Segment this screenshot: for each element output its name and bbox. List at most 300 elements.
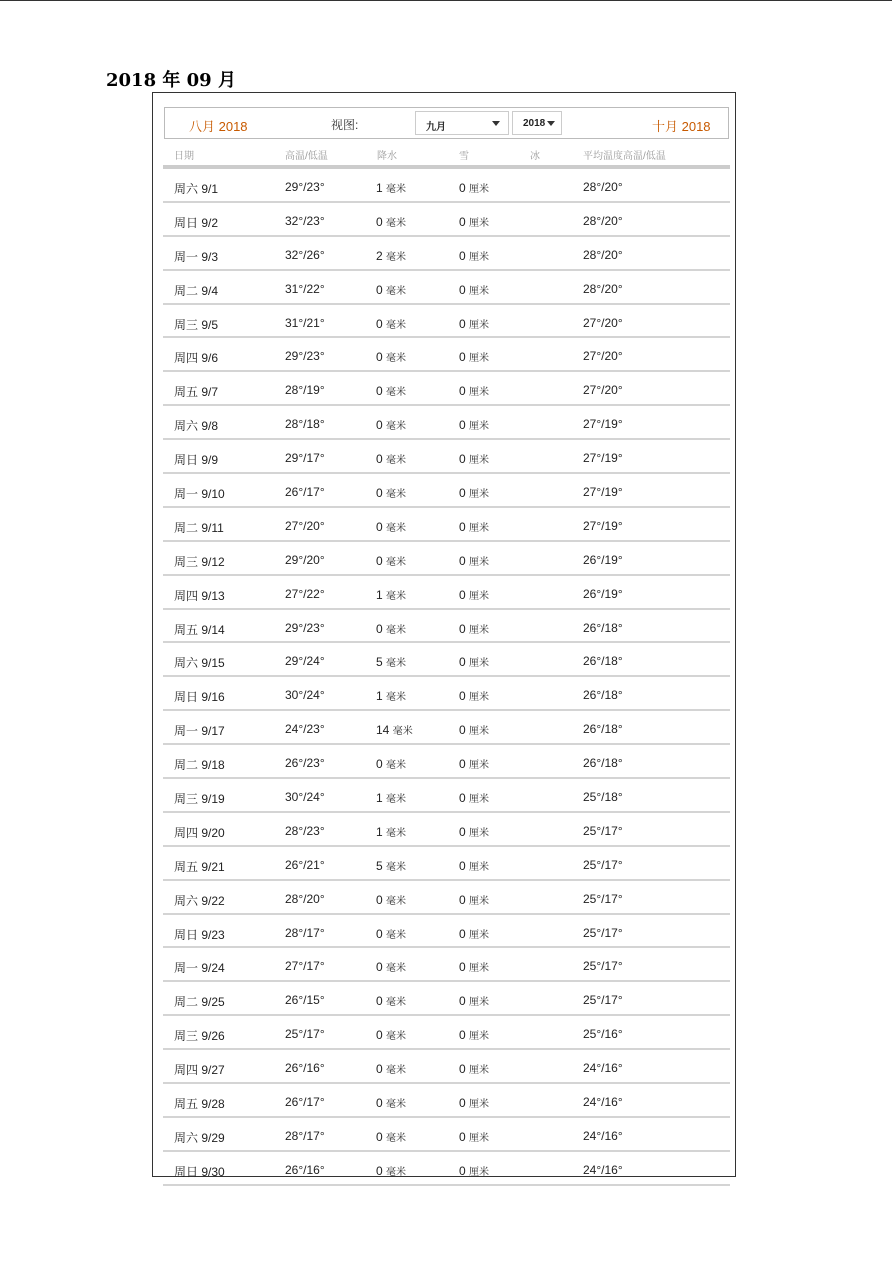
cell-rain-unit: 毫米 bbox=[386, 794, 407, 806]
cell-rain-value: 0 bbox=[376, 214, 383, 229]
cell-temps bbox=[285, 383, 325, 397]
cell-date bbox=[174, 654, 225, 671]
cell-rain-value: 5 bbox=[376, 858, 383, 873]
top-rule bbox=[0, 0, 892, 1]
cell-date-value: 周四 9/6 bbox=[174, 351, 219, 366]
cell-rain-value: 0 bbox=[376, 384, 383, 399]
cell-avg-value: 28°/20° bbox=[583, 213, 623, 228]
cell-rain-value: 0 bbox=[376, 519, 383, 534]
table-row bbox=[163, 1152, 730, 1186]
cell-snow bbox=[459, 790, 489, 805]
cell-avg-value: 27°/20° bbox=[583, 383, 623, 398]
cell-temps bbox=[285, 587, 325, 601]
cell-rain-unit: 毫米 bbox=[386, 997, 407, 1009]
cell-snow-value: 0 bbox=[459, 723, 466, 738]
cell-rain-value: 0 bbox=[376, 892, 383, 907]
cell-avg bbox=[583, 417, 623, 431]
cell-snow-value: 0 bbox=[459, 282, 466, 297]
cell-date bbox=[174, 248, 218, 265]
cell-date bbox=[174, 214, 218, 231]
cell-temps-value: 32°/26° bbox=[285, 247, 325, 262]
cell-date bbox=[174, 417, 218, 434]
cell-snow-unit: 厘米 bbox=[469, 827, 490, 839]
cell-temps bbox=[285, 248, 325, 262]
column-header-ice: 冰 bbox=[530, 151, 540, 162]
cell-snow bbox=[459, 892, 489, 907]
cell-avg bbox=[583, 485, 623, 499]
cell-temps-value: 27°/22° bbox=[285, 586, 325, 601]
cell-snow-unit: 厘米 bbox=[469, 184, 490, 195]
cell-rain-unit: 毫米 bbox=[386, 421, 407, 433]
cell-date bbox=[174, 892, 225, 909]
cell-date bbox=[174, 621, 225, 638]
cell-rain-value: 1 bbox=[376, 791, 383, 806]
cell-avg-value: 24°/16° bbox=[583, 1128, 623, 1143]
cell-rain-value: 0 bbox=[376, 621, 383, 636]
table-row bbox=[163, 982, 730, 1016]
cell-avg bbox=[583, 959, 623, 973]
cell-temps bbox=[285, 282, 325, 296]
cell-date-value: 周一 9/3 bbox=[174, 249, 219, 264]
cell-snow-unit: 厘米 bbox=[469, 861, 490, 873]
cell-temps-value: 25°/17° bbox=[285, 1027, 325, 1042]
cell-snow-unit: 厘米 bbox=[469, 1132, 490, 1144]
cell-snow-value: 0 bbox=[459, 519, 466, 534]
cell-avg-value: 27°/20° bbox=[583, 349, 623, 364]
cell-snow-unit: 厘米 bbox=[469, 895, 490, 907]
cell-temps bbox=[285, 214, 325, 228]
cell-snow bbox=[459, 214, 489, 229]
cell-snow bbox=[459, 248, 489, 263]
cell-temps bbox=[285, 892, 325, 906]
cell-snow bbox=[459, 349, 489, 364]
cell-snow-value: 0 bbox=[459, 1062, 466, 1077]
cell-snow-value: 0 bbox=[459, 892, 466, 907]
cell-date-value: 周六 9/22 bbox=[174, 893, 225, 908]
cell-rain-unit: 毫米 bbox=[386, 489, 407, 501]
cell-snow-unit: 厘米 bbox=[469, 794, 490, 806]
page-title: 2018 年 09 月 bbox=[106, 70, 236, 91]
cell-snow-unit: 厘米 bbox=[469, 217, 490, 229]
cell-avg bbox=[583, 451, 623, 465]
cell-date bbox=[174, 1061, 225, 1078]
cell-rain-value: 0 bbox=[376, 1062, 383, 1077]
cell-rain-value: 0 bbox=[376, 452, 383, 467]
cell-temps-value: 28°/17° bbox=[285, 925, 325, 940]
cell-rain-unit: 毫米 bbox=[386, 760, 407, 772]
month-select-value: 九月 bbox=[426, 122, 446, 133]
cell-snow bbox=[459, 1163, 489, 1178]
month-select[interactable] bbox=[415, 111, 509, 135]
cell-rain bbox=[376, 417, 406, 432]
cell-rain-unit: 毫米 bbox=[386, 184, 407, 195]
cell-rain-unit: 毫米 bbox=[386, 895, 407, 907]
cell-snow-unit: 厘米 bbox=[469, 387, 490, 399]
chevron-down-icon bbox=[547, 121, 555, 126]
cell-rain bbox=[376, 1061, 406, 1076]
table-row bbox=[163, 474, 730, 508]
cell-avg-value: 25°/17° bbox=[583, 959, 623, 974]
cell-avg-value: 26°/18° bbox=[583, 620, 623, 635]
weather-table-body bbox=[163, 165, 730, 1186]
cell-temps bbox=[285, 824, 325, 838]
weather-calendar-panel bbox=[152, 92, 736, 1177]
table-row bbox=[163, 1118, 730, 1152]
cell-date-value: 周日 9/16 bbox=[174, 690, 225, 705]
cell-temps bbox=[285, 1163, 325, 1177]
cell-date-value: 周四 9/20 bbox=[174, 825, 225, 840]
cell-date-value: 周五 9/28 bbox=[174, 1097, 225, 1112]
cell-snow-unit: 厘米 bbox=[469, 556, 490, 568]
cell-rain-value: 0 bbox=[376, 553, 383, 568]
previous-month-link[interactable]: 八月 2018 bbox=[189, 119, 248, 134]
cell-temps-value: 26°/16° bbox=[285, 1162, 325, 1177]
cell-snow bbox=[459, 688, 489, 703]
cell-date-value: 周日 9/23 bbox=[174, 927, 225, 942]
cell-snow-unit: 厘米 bbox=[469, 760, 490, 772]
cell-temps-value: 29°/20° bbox=[285, 552, 325, 567]
cell-date-value: 周三 9/19 bbox=[174, 792, 225, 807]
cell-rain bbox=[376, 519, 406, 534]
cell-rain-value: 14 bbox=[376, 723, 390, 738]
cell-date bbox=[174, 1027, 225, 1044]
cell-date-value: 周六 9/8 bbox=[174, 419, 219, 434]
cell-rain bbox=[376, 248, 406, 263]
cell-temps bbox=[285, 417, 325, 431]
cell-rain-unit: 毫米 bbox=[386, 353, 407, 365]
cell-snow-value: 0 bbox=[459, 960, 466, 975]
cell-snow-unit: 厘米 bbox=[469, 692, 490, 704]
cell-avg bbox=[583, 519, 623, 533]
cell-rain bbox=[376, 688, 406, 703]
cell-snow bbox=[459, 1061, 489, 1076]
cell-snow-value: 0 bbox=[459, 858, 466, 873]
next-month-link[interactable]: 十月 2018 bbox=[652, 119, 711, 134]
cell-date-value: 周六 9/15 bbox=[174, 656, 225, 671]
cell-rain bbox=[376, 383, 406, 398]
table-row bbox=[163, 372, 730, 406]
cell-rain bbox=[376, 180, 406, 195]
cell-date-value: 周一 9/24 bbox=[174, 961, 225, 976]
cell-temps-value: 26°/15° bbox=[285, 993, 325, 1008]
cell-rain bbox=[376, 722, 413, 737]
cell-avg-value: 25°/17° bbox=[583, 823, 623, 838]
cell-temps bbox=[285, 316, 325, 330]
cell-snow bbox=[459, 654, 489, 669]
cell-avg-value: 26°/18° bbox=[583, 722, 623, 737]
cell-rain bbox=[376, 1129, 406, 1144]
table-row bbox=[163, 237, 730, 271]
cell-snow bbox=[459, 417, 489, 432]
column-header-average: 平均温度高温/低温 bbox=[583, 151, 666, 162]
cell-temps bbox=[285, 451, 325, 465]
cell-snow-value: 0 bbox=[459, 418, 466, 433]
cell-date-value: 周日 9/2 bbox=[174, 215, 219, 230]
cell-snow-value: 0 bbox=[459, 1096, 466, 1111]
cell-snow-unit: 厘米 bbox=[469, 963, 490, 975]
cell-avg bbox=[583, 1061, 623, 1075]
cell-snow-unit: 厘米 bbox=[469, 624, 490, 636]
cell-avg-value: 25°/18° bbox=[583, 790, 623, 805]
cell-snow-value: 0 bbox=[459, 452, 466, 467]
cell-rain-value: 0 bbox=[376, 1163, 383, 1178]
cell-rain-value: 0 bbox=[376, 418, 383, 433]
cell-date bbox=[174, 180, 218, 197]
cell-rain bbox=[376, 1027, 406, 1042]
cell-snow bbox=[459, 824, 489, 839]
cell-date bbox=[174, 722, 225, 739]
cell-date bbox=[174, 1095, 225, 1112]
cell-rain-unit: 毫米 bbox=[386, 590, 407, 602]
cell-date-value: 周日 9/9 bbox=[174, 453, 219, 468]
year-select[interactable] bbox=[512, 111, 562, 135]
cell-snow-unit: 厘米 bbox=[469, 319, 490, 331]
cell-snow bbox=[459, 485, 489, 500]
cell-snow bbox=[459, 722, 489, 737]
column-header-snow: 雪 bbox=[459, 151, 469, 162]
cell-avg bbox=[583, 790, 623, 804]
cell-date-value: 周五 9/21 bbox=[174, 859, 225, 874]
cell-snow-unit: 厘米 bbox=[469, 590, 490, 602]
cell-avg bbox=[583, 316, 623, 330]
cell-temps bbox=[285, 1061, 325, 1075]
cell-snow bbox=[459, 756, 489, 771]
cell-rain-value: 0 bbox=[376, 757, 383, 772]
cell-date bbox=[174, 383, 218, 400]
cell-temps-value: 27°/17° bbox=[285, 959, 325, 974]
table-row bbox=[163, 542, 730, 576]
table-row bbox=[163, 576, 730, 610]
cell-temps-value: 31°/21° bbox=[285, 315, 325, 330]
cell-avg-value: 26°/18° bbox=[583, 688, 623, 703]
cell-avg-value: 26°/18° bbox=[583, 654, 623, 669]
cell-snow-value: 0 bbox=[459, 350, 466, 365]
cell-rain bbox=[376, 654, 406, 669]
cell-date-value: 周日 9/30 bbox=[174, 1164, 225, 1179]
cell-rain-value: 0 bbox=[376, 316, 383, 331]
cell-date bbox=[174, 993, 225, 1010]
cell-avg bbox=[583, 1095, 623, 1109]
table-row bbox=[163, 847, 730, 881]
cell-avg bbox=[583, 282, 623, 296]
cell-temps-value: 30°/24° bbox=[285, 688, 325, 703]
cell-temps bbox=[285, 621, 325, 635]
table-row bbox=[163, 779, 730, 813]
cell-temps-value: 28°/17° bbox=[285, 1128, 325, 1143]
cell-temps bbox=[285, 1129, 325, 1143]
cell-date-value: 周一 9/17 bbox=[174, 724, 225, 739]
cell-date-value: 周三 9/26 bbox=[174, 1029, 225, 1044]
cell-temps-value: 29°/23° bbox=[285, 349, 325, 364]
table-row bbox=[163, 610, 730, 644]
cell-rain bbox=[376, 553, 406, 568]
cell-avg-value: 27°/19° bbox=[583, 451, 623, 466]
cell-date bbox=[174, 282, 218, 299]
cell-date-value: 周三 9/5 bbox=[174, 317, 219, 332]
cell-avg-value: 25°/17° bbox=[583, 857, 623, 872]
column-header-date: 日期 bbox=[174, 151, 194, 162]
cell-temps-value: 30°/24° bbox=[285, 790, 325, 805]
cell-snow-value: 0 bbox=[459, 621, 466, 636]
cell-date-value: 周三 9/12 bbox=[174, 554, 225, 569]
cell-rain bbox=[376, 756, 406, 771]
cell-rain-unit: 毫米 bbox=[386, 522, 407, 534]
cell-rain-unit: 毫米 bbox=[386, 929, 407, 941]
cell-avg bbox=[583, 214, 623, 228]
cell-date bbox=[174, 688, 225, 705]
cell-temps-value: 29°/23° bbox=[285, 620, 325, 635]
cell-snow-value: 0 bbox=[459, 214, 466, 229]
cell-rain-value: 1 bbox=[376, 181, 383, 195]
chevron-down-icon bbox=[492, 121, 500, 126]
cell-avg bbox=[583, 926, 623, 940]
cell-date-value: 周四 9/13 bbox=[174, 588, 225, 603]
cell-snow bbox=[459, 316, 489, 331]
cell-snow bbox=[459, 383, 489, 398]
cell-rain-unit: 毫米 bbox=[386, 387, 407, 399]
cell-snow-value: 0 bbox=[459, 181, 466, 195]
cell-rain-unit: 毫米 bbox=[386, 692, 407, 704]
cell-snow-unit: 厘米 bbox=[469, 997, 490, 1009]
cell-snow bbox=[459, 180, 489, 195]
cell-rain bbox=[376, 485, 406, 500]
cell-rain bbox=[376, 926, 406, 941]
cell-date bbox=[174, 349, 218, 366]
cell-snow-unit: 厘米 bbox=[469, 285, 490, 297]
cell-rain bbox=[376, 790, 406, 805]
cell-rain-value: 1 bbox=[376, 689, 383, 704]
cell-rain-value: 0 bbox=[376, 350, 383, 365]
table-row bbox=[163, 169, 730, 203]
cell-rain-unit: 毫米 bbox=[386, 251, 407, 263]
cell-avg-value: 28°/20° bbox=[583, 180, 623, 194]
cell-avg bbox=[583, 248, 623, 262]
cell-snow bbox=[459, 553, 489, 568]
cell-temps bbox=[285, 553, 325, 567]
cell-snow-unit: 厘米 bbox=[469, 489, 490, 501]
table-row bbox=[163, 508, 730, 542]
cell-avg bbox=[583, 858, 623, 872]
cell-temps bbox=[285, 993, 325, 1007]
cell-rain-unit: 毫米 bbox=[386, 319, 407, 331]
cell-snow-value: 0 bbox=[459, 689, 466, 704]
cell-snow-value: 0 bbox=[459, 486, 466, 501]
table-row bbox=[163, 1084, 730, 1118]
view-label: 视图: bbox=[331, 118, 359, 132]
cell-avg bbox=[583, 756, 623, 770]
cell-snow-unit: 厘米 bbox=[469, 1099, 490, 1111]
cell-temps-value: 26°/21° bbox=[285, 857, 325, 872]
cell-snow-value: 0 bbox=[459, 587, 466, 602]
cell-temps-value: 26°/17° bbox=[285, 485, 325, 500]
cell-rain bbox=[376, 1163, 406, 1178]
cell-avg bbox=[583, 688, 623, 702]
cell-temps-value: 28°/18° bbox=[285, 417, 325, 432]
cell-temps-value: 27°/20° bbox=[285, 518, 325, 533]
cell-snow-value: 0 bbox=[459, 1129, 466, 1144]
cell-date bbox=[174, 587, 225, 604]
table-row bbox=[163, 1050, 730, 1084]
cell-rain-value: 2 bbox=[376, 248, 383, 263]
cell-temps bbox=[285, 790, 325, 804]
cell-avg-value: 25°/17° bbox=[583, 891, 623, 906]
cell-snow-value: 0 bbox=[459, 248, 466, 263]
cell-rain-unit: 毫米 bbox=[392, 726, 413, 738]
cell-snow bbox=[459, 519, 489, 534]
cell-snow bbox=[459, 587, 489, 602]
cell-avg bbox=[583, 892, 623, 906]
table-row bbox=[163, 881, 730, 915]
cell-avg bbox=[583, 180, 623, 194]
cell-avg bbox=[583, 383, 623, 397]
cell-avg bbox=[583, 1027, 623, 1041]
cell-snow-unit: 厘米 bbox=[469, 726, 490, 738]
cell-date bbox=[174, 959, 225, 976]
table-row bbox=[163, 677, 730, 711]
cell-snow bbox=[459, 621, 489, 636]
cell-temps bbox=[285, 1027, 325, 1041]
month-navigation-bar bbox=[164, 107, 729, 139]
cell-snow-unit: 厘米 bbox=[469, 1031, 490, 1043]
cell-temps bbox=[285, 688, 325, 702]
cell-rain bbox=[376, 993, 406, 1008]
cell-avg bbox=[583, 553, 623, 567]
cell-temps-value: 26°/17° bbox=[285, 1095, 325, 1110]
cell-avg bbox=[583, 349, 623, 363]
table-row bbox=[163, 948, 730, 982]
cell-snow-value: 0 bbox=[459, 384, 466, 399]
cell-rain-value: 0 bbox=[376, 994, 383, 1009]
cell-snow-value: 0 bbox=[459, 553, 466, 568]
cell-snow-unit: 厘米 bbox=[469, 658, 490, 670]
cell-avg-value: 28°/20° bbox=[583, 247, 623, 262]
cell-date bbox=[174, 316, 218, 333]
cell-temps bbox=[285, 1095, 325, 1109]
cell-rain-value: 0 bbox=[376, 282, 383, 297]
cell-snow bbox=[459, 1027, 489, 1042]
cell-snow-value: 0 bbox=[459, 994, 466, 1009]
cell-rain-unit: 毫米 bbox=[386, 658, 407, 670]
cell-avg-value: 26°/19° bbox=[583, 586, 623, 601]
cell-rain-unit: 毫米 bbox=[386, 556, 407, 568]
cell-rain-value: 0 bbox=[376, 486, 383, 501]
cell-temps-value: 28°/23° bbox=[285, 823, 325, 838]
cell-avg-value: 24°/16° bbox=[583, 1095, 623, 1110]
cell-rain-unit: 毫米 bbox=[386, 1031, 407, 1043]
cell-snow-value: 0 bbox=[459, 791, 466, 806]
cell-rain-value: 1 bbox=[376, 587, 383, 602]
cell-date-value: 周二 9/11 bbox=[174, 520, 224, 535]
cell-snow-unit: 厘米 bbox=[469, 353, 490, 365]
cell-snow-unit: 厘米 bbox=[469, 1166, 490, 1178]
cell-temps-value: 28°/19° bbox=[285, 383, 325, 398]
column-header-high-low: 高温/低温 bbox=[285, 151, 328, 162]
cell-date bbox=[174, 519, 224, 536]
cell-date-value: 周二 9/18 bbox=[174, 758, 225, 773]
cell-snow-unit: 厘米 bbox=[469, 1065, 490, 1077]
cell-temps bbox=[285, 519, 325, 533]
cell-rain bbox=[376, 587, 406, 602]
cell-snow-value: 0 bbox=[459, 824, 466, 839]
cell-date-value: 周六 9/1 bbox=[174, 182, 219, 196]
cell-rain bbox=[376, 959, 406, 974]
cell-date-value: 周一 9/10 bbox=[174, 487, 225, 502]
cell-avg bbox=[583, 722, 623, 736]
cell-snow-unit: 厘米 bbox=[469, 522, 490, 534]
cell-temps-value: 32°/23° bbox=[285, 213, 325, 228]
cell-date-value: 周五 9/7 bbox=[174, 385, 219, 400]
cell-rain bbox=[376, 316, 406, 331]
